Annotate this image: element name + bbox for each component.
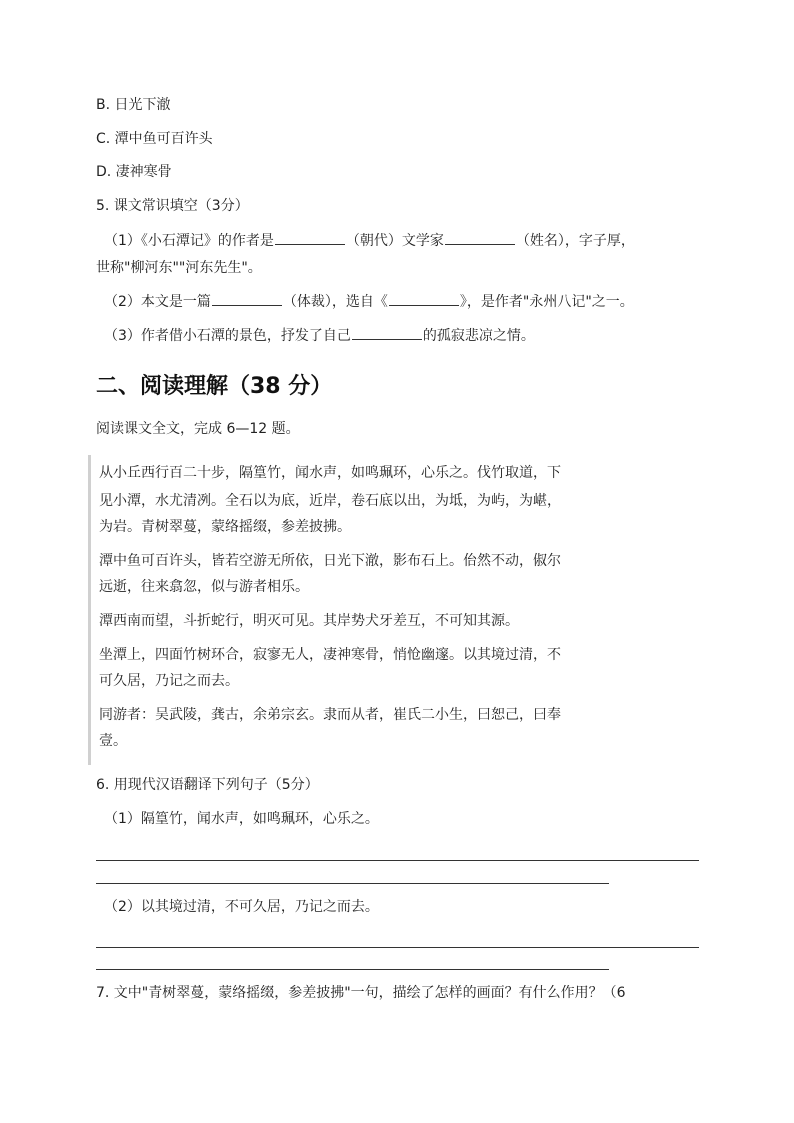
answer-line-1[interactable] <box>96 860 699 861</box>
question-6-item-1: （1）隔篁竹，闻水声，如鸣珮环，心乐之。 <box>104 811 379 827</box>
passage-p1-line-1: 从小丘西行百二十步，隔篁竹，闻水声，如鸣珮环，心乐之。伐竹取道，下 <box>99 465 561 481</box>
q5-item1-text-a: （1）《小石潭记》的作者是 <box>104 233 274 249</box>
question-6-title: 6. 用现代汉语翻译下列句子（5分） <box>96 777 319 793</box>
fill-blank-3[interactable] <box>212 291 282 306</box>
question-5-title: 5. 课文常识填空（3分） <box>96 198 249 214</box>
option-c: C. 潭中鱼可百许头 <box>96 131 213 147</box>
q5-item2-text-c: 》，是作者"永州八记"之一。 <box>459 294 634 310</box>
fill-blank-2[interactable] <box>445 230 515 245</box>
option-d: D. 凄神寒骨 <box>96 164 172 180</box>
passage-p4-line-1: 坐潭上，四面竹树环合，寂寥无人，凄神寒骨，悄怆幽邃。以其境过清，不 <box>99 647 561 663</box>
passage-p1-line-3: 为岩。青树翠蔓，蒙络摇缀，参差披拂。 <box>99 519 351 535</box>
question-7-title: 7. 文中"青树翠蔓，蒙络摇缀，参差披拂"一句，描绘了怎样的画面？有什么作用？（6 <box>96 985 626 1001</box>
section-2-heading: 二、阅读理解（38 分） <box>96 374 333 399</box>
q5-item1-text-c: （姓名），字子厚， <box>515 233 635 249</box>
option-b: B. 日光下澈 <box>96 97 171 113</box>
q5-item2-text-b: （体裁），选自《 <box>282 294 388 310</box>
answer-line-3[interactable] <box>96 947 699 948</box>
question-6-item-2: （2）以其境过清，不可久居，乃记之而去。 <box>104 899 379 915</box>
q5-item1-text-b: （朝代）文学家 <box>345 233 444 249</box>
answer-line-2[interactable] <box>96 883 609 884</box>
passage-p2-line-1: 潭中鱼可百许头，皆若空游无所依，日光下澈，影布石上。佁然不动，俶尔 <box>99 553 561 569</box>
question-5-item-1 <box>104 230 635 251</box>
passage-p3-line-1: 潭西南而望，斗折蛇行，明灭可见。其岸势犬牙差互，不可知其源。 <box>99 613 519 629</box>
passage-p5-line-2: 壹。 <box>99 733 127 749</box>
q5-item3-text-a: （3）作者借小石潭的景色，抒发了自己 <box>104 328 351 344</box>
fill-blank-1[interactable] <box>275 230 345 245</box>
fill-blank-5[interactable] <box>352 325 422 340</box>
passage-p4-line-2: 可久居，乃记之而去。 <box>99 673 239 689</box>
question-5-item-2 <box>104 291 634 312</box>
q5-item2-text-a: （2）本文是一篇 <box>104 294 211 310</box>
question-5-item-1-cont: 世称"柳河东""河东先生"。 <box>96 260 262 276</box>
passage-p1-line-2: 见小潭，水尤清冽。全石以为底，近岸，卷石底以出，为坻，为屿，为嵁， <box>99 493 561 509</box>
q5-item3-text-b: 的孤寂悲凉之情。 <box>422 328 535 344</box>
passage-p5-line-1: 同游者：吴武陵，龚古，余弟宗玄。隶而从者，崔氏二小生，曰恕己，曰奉 <box>99 707 561 723</box>
question-5-item-3 <box>104 325 535 346</box>
fill-blank-4[interactable] <box>389 291 459 306</box>
passage-p2-line-2: 远逝，往来翕忽，似与游者相乐。 <box>99 579 309 595</box>
answer-line-4[interactable] <box>96 969 609 970</box>
section-2-intro: 阅读课文全文，完成 6—12 题。 <box>96 421 300 437</box>
passage-blockquote <box>88 455 651 765</box>
